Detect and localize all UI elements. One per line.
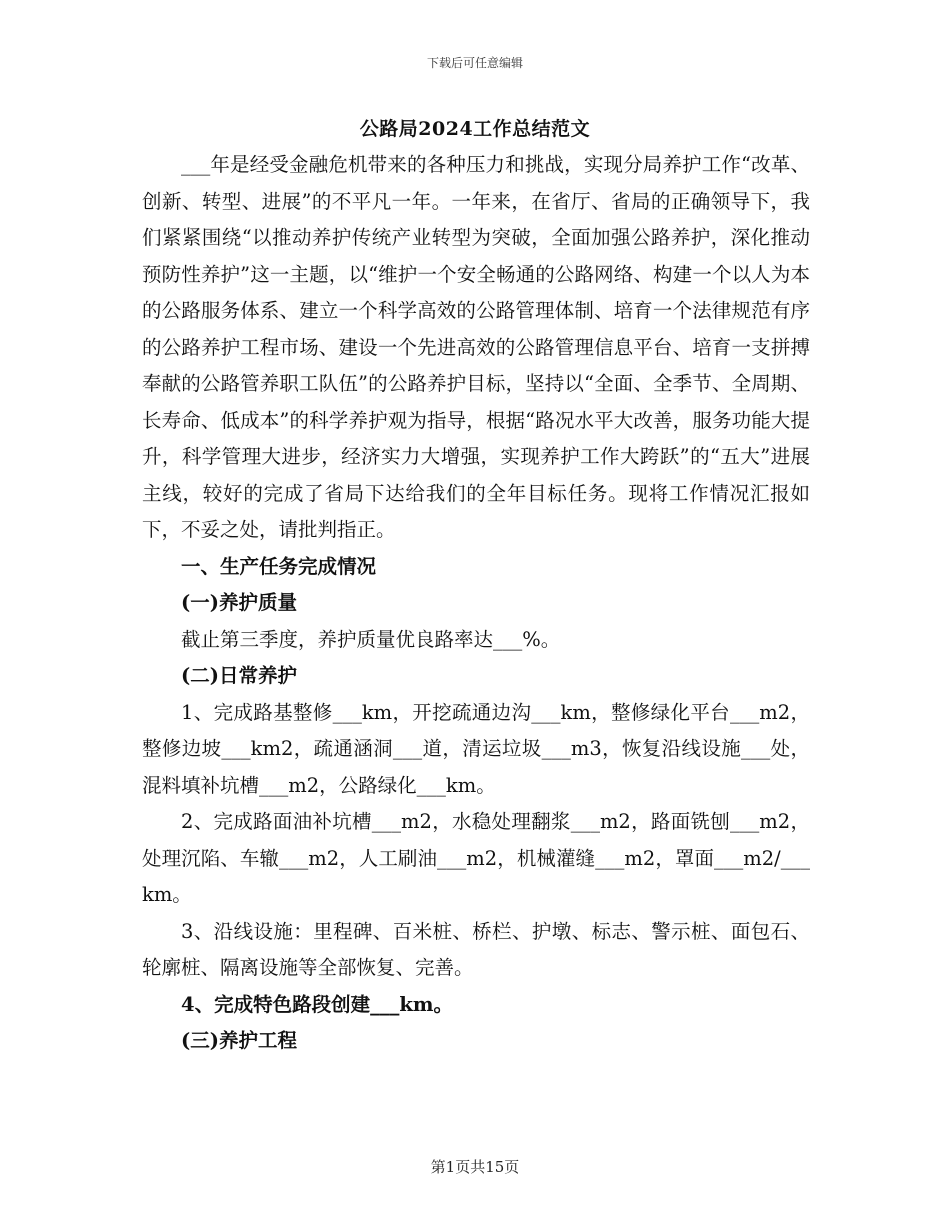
subsection-heading-engineering: (三)养护工程	[181, 1029, 297, 1052]
daily-item-4: 4、完成特色路段创建___km。	[181, 992, 453, 1016]
daily-item-2: 2、完成路面油补坑槽___m2，水稳处理翻浆___m2，路面铣刨___m2，处理沉陷、车辙___m2，人工刷油___m2，机械灌缝___m2，罩面___m2/___km。	[142, 810, 810, 906]
quality-paragraph: 截止第三季度，养护质量优良路率达___%。	[181, 627, 561, 651]
daily-item-1: 1、完成路基整修___km，开挖疏通边沟___km，整修绿化平台___m2，整修边坡___km2，疏通涵洞___道，清运垃圾___m3，恢复沿线设施___处，混料填补坑槽___m2，公路绿化___km。	[142, 700, 810, 797]
page-number: 第1页共15页	[430, 1158, 520, 1176]
intro-paragraph: ___年是经受金融危机带来的各种压力和挑战，实现分局养护工作“改革、创新、转型、进展”的不平凡一年。一年来，在省厅、省局的正确领导下，我们紧紧围绕“以推动养护传统产业转型为突破，全面加强公路养护，深化推动预防性养护”这一主题，以“维护一个安全畅通的公路网络、构建一个以人为本的公路服务体系、建立一个科学高效的公路管理体制、培育一个法律规范有序的公路养护工程市场、建设一个先进高效的公路管理信息平台、培育一支拼搏奉献的公路管养职工队伍”的公路养护目标，坚持以“全面、全季节、全周期、长寿命、低成本”的科学养护观为指导，根据“路况水平大改善，服务功能大提升，科学管理大进步，经济实力大增强，实现养护工作大跨跃”的“五大”进展主线，较好的完成了省局下达给我们的全年目标任务。现将工作情况汇报如下，不妥之处，请批判指正。	[142, 153, 810, 541]
daily-item-3: 3、沿线设施：里程碑、百米桩、桥栏、护墩、标志、警示桩、面包石、轮廓桩、隔离设施等全部恢复、完善。	[142, 919, 810, 979]
section-heading-production: 一、生产任务完成情况	[181, 554, 377, 578]
document-title: 公路局2024工作总结范文	[359, 118, 591, 140]
subsection-heading-daily: (二)日常养护	[181, 664, 297, 687]
subsection-heading-quality: (一)养护质量	[181, 591, 297, 614]
header-note: 下载后可任意编辑	[426, 56, 523, 70]
document-body	[142, 147, 810, 1060]
